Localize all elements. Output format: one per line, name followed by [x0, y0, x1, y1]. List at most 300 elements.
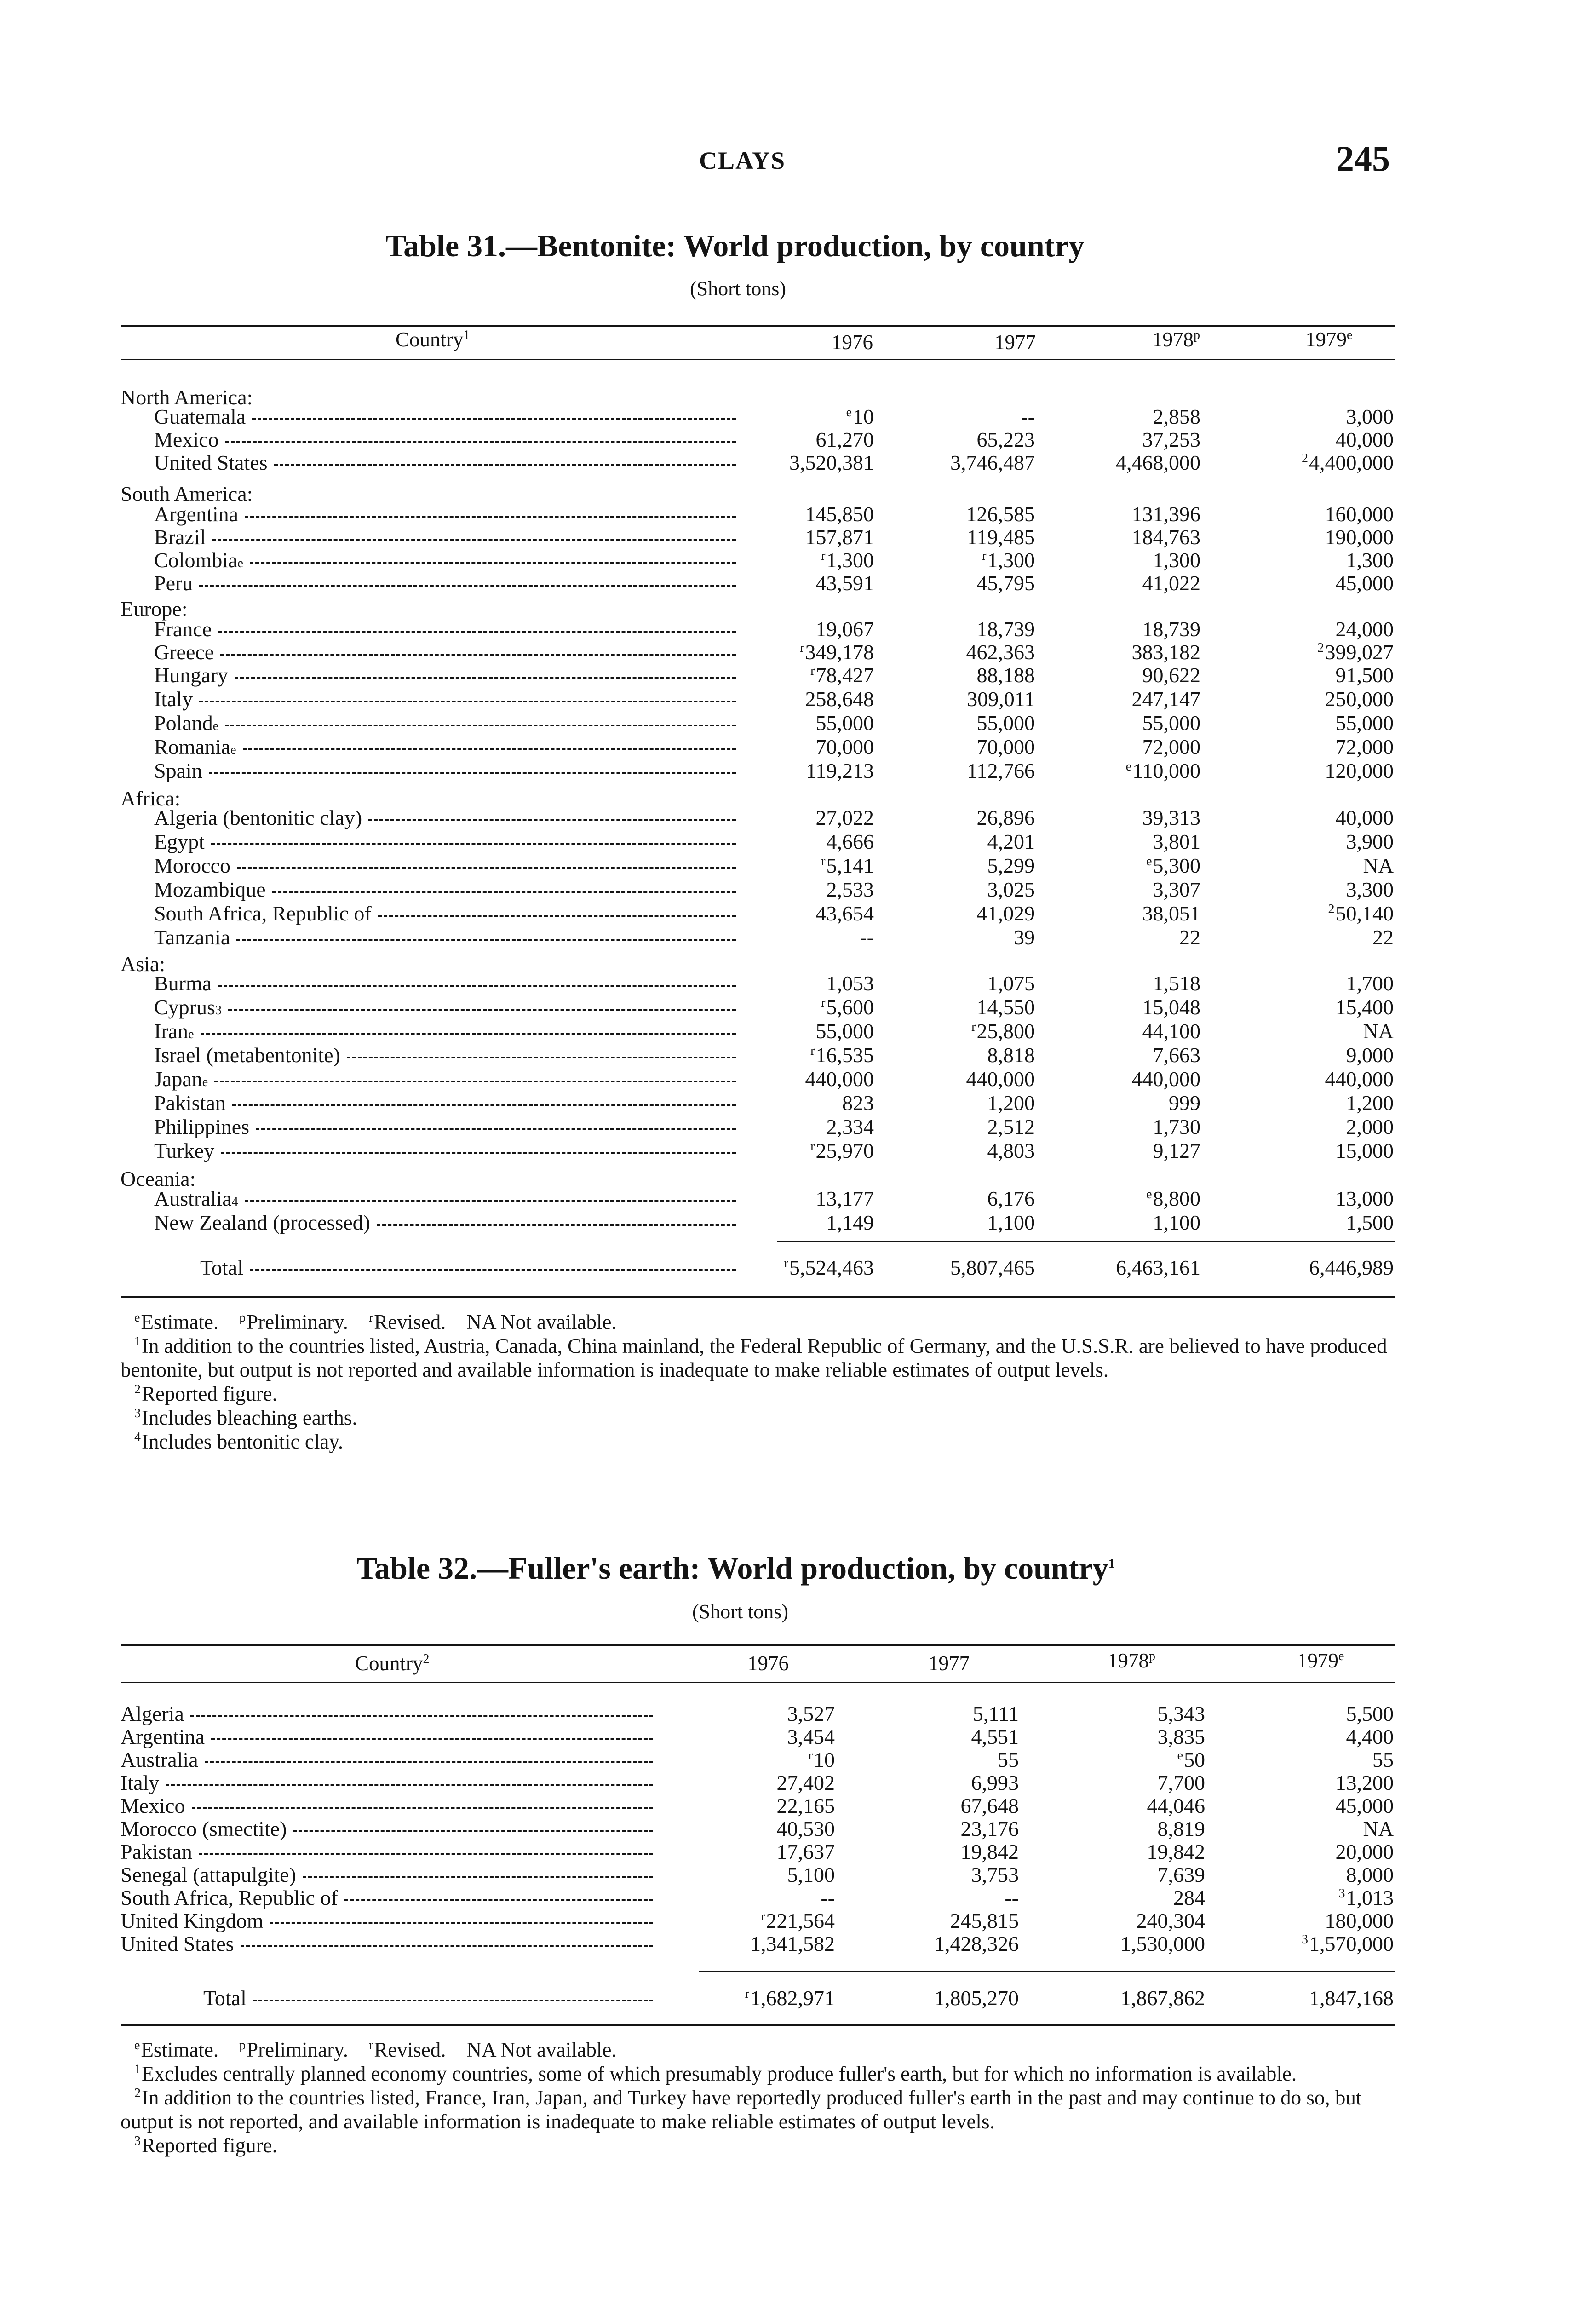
- group-south-america: South America:: [121, 482, 253, 506]
- table32-notes: [121, 2038, 1395, 2157]
- table31-bottom-rule: [121, 1296, 1395, 1298]
- value-1977: 18,739: [976, 617, 1035, 641]
- value-1977: 65,223: [976, 428, 1035, 451]
- value-1979: 91,500: [1335, 663, 1394, 687]
- value-1978: 3,801: [1153, 830, 1200, 853]
- value-1976: 27,022: [815, 806, 874, 829]
- value-1977: 462,363: [966, 640, 1035, 664]
- value-1979: 2,000: [1346, 1115, 1394, 1138]
- value-1979: 1,200: [1346, 1091, 1394, 1115]
- value-1976: $^e$10: [846, 405, 874, 428]
- dot-leader: [272, 891, 736, 893]
- table31-row-cyprus: [0, 995, 1596, 1019]
- value-1976: 27,402: [776, 1771, 835, 1794]
- value-1977: 5,111: [972, 1702, 1019, 1725]
- dot-leader: [192, 1807, 653, 1809]
- value-1978: 19,842: [1147, 1840, 1205, 1863]
- dot-leader: [190, 1715, 653, 1717]
- value-1976: 3,527: [787, 1702, 835, 1725]
- value-1979: 22: [1372, 926, 1394, 949]
- value-1976: $^r$10: [808, 1748, 835, 1771]
- table31-note-4: $^4$Includes bentonitic clay.: [134, 1430, 344, 1453]
- table32-top-rule: [121, 1644, 1395, 1646]
- dot-leader: [211, 1738, 653, 1740]
- dot-leader: [211, 843, 736, 845]
- value-1976: 43,654: [815, 902, 874, 925]
- table31-title: Table 31.—Bentonite: World production, by country: [385, 228, 1085, 263]
- value-1977: 3,025: [987, 878, 1035, 901]
- dot-leader: [218, 985, 736, 987]
- group-europe: Europe:: [121, 597, 188, 621]
- value-1977: 1,075: [987, 972, 1035, 995]
- value-1979: 120,000: [1325, 759, 1394, 782]
- value-1978: 999: [1169, 1091, 1200, 1115]
- country-name: Philippines: [154, 1115, 736, 1139]
- value-1978: 9,127: [1153, 1139, 1200, 1162]
- country-name: Brazil: [154, 525, 736, 549]
- value-1979: 1,500: [1346, 1211, 1394, 1234]
- dot-leader: [225, 724, 736, 726]
- table31-row-mozambique: [0, 878, 1596, 902]
- country-name: Turkey: [154, 1139, 736, 1163]
- table32-total-row: [0, 1986, 1596, 2010]
- value-1978: 4,468,000: [1116, 451, 1200, 474]
- table31-row-brazil: [0, 525, 1596, 549]
- dot-leader: [205, 1761, 653, 1763]
- country-name: Israel (metabentonite): [154, 1043, 736, 1067]
- value-1978: 7,700: [1157, 1771, 1205, 1794]
- table32-col-1979: 1979e: [1297, 1649, 1344, 1672]
- value-1978: 383,182: [1131, 640, 1200, 664]
- total-label: Total: [203, 1986, 653, 2010]
- value-1978: 8,819: [1157, 1817, 1205, 1840]
- dot-leader: [232, 1104, 736, 1106]
- country-name: France: [154, 617, 736, 641]
- country-name: Australia: [121, 1748, 653, 1772]
- value-1978: 72,000: [1142, 735, 1200, 759]
- country-name: Romania e: [154, 735, 736, 759]
- country-name: Colombia e: [154, 548, 736, 572]
- value-1979: 250,000: [1325, 687, 1394, 711]
- value-1976: 157,871: [805, 525, 874, 549]
- dot-leader: [270, 1922, 653, 1924]
- dot-leader: [199, 1853, 653, 1855]
- value-1976: 440,000: [805, 1067, 874, 1091]
- value-1979: 160,000: [1325, 502, 1394, 526]
- table32-row-united-kingdom: [0, 1909, 1596, 1933]
- value-1976: $^r$16,535: [810, 1043, 874, 1067]
- country-name: United Kingdom: [121, 1909, 653, 1933]
- country-name: United States: [154, 451, 736, 475]
- table31-row-colombia: [0, 548, 1596, 572]
- table31-top-rule: [121, 325, 1395, 327]
- value-1976: 40,530: [776, 1817, 835, 1840]
- dot-leader: [250, 562, 736, 564]
- table32-note-3: $^3$Reported figure.: [134, 2134, 277, 2157]
- value-1978: 39,313: [1142, 806, 1200, 829]
- dot-leader: [209, 772, 736, 774]
- table32-row-south-africa-republic-of: [0, 1886, 1596, 1910]
- table31-row-united-states: [0, 451, 1596, 475]
- table32-row-mexico: [0, 1794, 1596, 1818]
- value-1977: 55,000: [976, 711, 1035, 735]
- value-1976: 17,637: [776, 1840, 835, 1863]
- value-1978: 247,147: [1131, 687, 1200, 711]
- dot-leader: [377, 1224, 736, 1226]
- dot-leader: [347, 1057, 736, 1058]
- country-name: Greece: [154, 640, 736, 664]
- value-1979: 1,300: [1346, 548, 1394, 572]
- table31-header-rule: [121, 359, 1395, 360]
- value-1977: --: [1005, 1886, 1019, 1909]
- table31-col-1977: 1977: [994, 331, 1036, 354]
- table32-col-1976: 1976: [747, 1652, 789, 1675]
- country-name: Morocco (smectite): [121, 1817, 653, 1841]
- total-1978: 6,463,161: [1116, 1256, 1200, 1279]
- value-1976: 43,591: [815, 571, 874, 595]
- dot-leader: [256, 1128, 736, 1130]
- value-1979: 24,000: [1335, 617, 1394, 641]
- country-name: Italy: [121, 1771, 653, 1795]
- value-1979: 13,000: [1335, 1187, 1394, 1210]
- dot-leader: [199, 585, 736, 586]
- value-1979: 15,400: [1335, 995, 1394, 1019]
- country-name: Guatemala: [154, 405, 736, 429]
- value-1977: 4,803: [987, 1139, 1035, 1162]
- value-1979: 3,300: [1346, 878, 1394, 901]
- value-1978: 3,307: [1153, 878, 1200, 901]
- table31-notes: [121, 1310, 1395, 1454]
- value-1978: 240,304: [1136, 1909, 1205, 1932]
- value-1976: 61,270: [815, 428, 874, 451]
- table31-row-israel-metabentonite: [0, 1043, 1596, 1067]
- total-1979: 1,847,168: [1309, 1986, 1394, 2010]
- value-1978: 90,622: [1142, 663, 1200, 687]
- dot-leader: [214, 1081, 736, 1082]
- country-name: Argentina: [121, 1725, 653, 1749]
- total-1976: $^r$5,524,463: [784, 1256, 874, 1279]
- table31-total-rule: [777, 1241, 1395, 1242]
- dot-leader: [245, 1200, 736, 1202]
- value-1978: 3,835: [1157, 1725, 1205, 1748]
- value-1977: 23,176: [960, 1817, 1019, 1840]
- value-1977: 39: [1014, 926, 1035, 949]
- value-1976: 3,454: [787, 1725, 835, 1748]
- table31-row-tanzania: [0, 926, 1596, 949]
- country-name: Mexico: [154, 428, 736, 452]
- table31-row-argentina: [0, 502, 1596, 526]
- total-1979: 6,446,989: [1309, 1256, 1394, 1279]
- value-1976: 2,334: [826, 1115, 874, 1138]
- value-1976: 2,533: [826, 878, 874, 901]
- group-oceania: Oceania:: [121, 1167, 196, 1190]
- value-1979: 190,000: [1325, 525, 1394, 549]
- group-north-america: North America:: [121, 385, 253, 409]
- table31-row-peru: [0, 571, 1596, 595]
- table31-row-new-zealand-processed: [0, 1211, 1596, 1235]
- country-name: Morocco: [154, 854, 736, 878]
- group-asia: Asia:: [121, 952, 166, 976]
- dot-leader: [243, 748, 736, 750]
- country-name: Burma: [154, 972, 736, 995]
- table32-row-morocco-smectite: [0, 1817, 1596, 1841]
- table32-col-1977: 1977: [928, 1652, 970, 1675]
- value-1979: 40,000: [1335, 428, 1394, 451]
- table32-row-united-states: [0, 1932, 1596, 1956]
- country-name: Algeria (bentonitic clay): [154, 806, 736, 830]
- table32-bottom-rule: [121, 2024, 1395, 2026]
- value-1978: 440,000: [1131, 1067, 1200, 1091]
- table31-col-1978: 1978$^p$: [1152, 328, 1200, 351]
- table31-row-pakistan: [0, 1091, 1596, 1115]
- value-1978: 184,763: [1131, 525, 1200, 549]
- country-name: South Africa, Republic of: [154, 902, 736, 926]
- value-1976: 55,000: [815, 1019, 874, 1043]
- value-1979: 3,900: [1346, 830, 1394, 853]
- value-1977: 70,000: [976, 735, 1035, 759]
- value-1977: 45,795: [976, 571, 1035, 595]
- value-1979: NA: [1363, 1019, 1394, 1043]
- value-1976: 258,648: [805, 687, 874, 711]
- table32-row-algeria: [0, 1702, 1596, 1726]
- value-1977: $^r$25,800: [971, 1019, 1035, 1043]
- dot-leader: [303, 1876, 653, 1878]
- dot-leader: [212, 539, 736, 540]
- table31-row-guatemala: [0, 405, 1596, 429]
- dot-leader: [236, 939, 736, 941]
- value-1976: $^r$349,178: [800, 640, 874, 664]
- value-1978: 22: [1179, 926, 1200, 949]
- value-1979: NA: [1363, 854, 1394, 877]
- table31-col-1979: 1979e: [1305, 328, 1353, 351]
- table31-row-france: [0, 617, 1596, 641]
- country-name: Peru: [154, 571, 736, 595]
- value-1978: 7,663: [1153, 1043, 1200, 1067]
- table32-row-senegal-attapulgite: [0, 1863, 1596, 1887]
- country-name: Pakistan: [121, 1840, 653, 1864]
- table31-row-romania: [0, 735, 1596, 759]
- value-1976: 22,165: [776, 1794, 835, 1817]
- value-1979: 180,000: [1325, 1909, 1394, 1932]
- dot-leader: [293, 1830, 653, 1832]
- value-1978: 1,100: [1153, 1211, 1200, 1234]
- value-1979: NA: [1363, 1817, 1394, 1840]
- page-number: 245: [1336, 138, 1390, 178]
- value-1979: 20,000: [1335, 1840, 1394, 1863]
- table31-row-turkey: [0, 1139, 1596, 1163]
- value-1978: 37,253: [1142, 428, 1200, 451]
- table31-row-mexico: [0, 428, 1596, 452]
- value-1977: 4,551: [971, 1725, 1019, 1748]
- table32-note-1: $^1$Excludes centrally planned economy countries, some of which presumably produce fuller's earth, but for which no information is available.: [134, 2062, 1297, 2085]
- value-1977: 1,100: [987, 1211, 1035, 1234]
- value-1978: 44,046: [1147, 1794, 1205, 1817]
- table32-col-1978: 1978$^p$: [1108, 1649, 1155, 1672]
- value-1978: 131,396: [1131, 502, 1200, 526]
- table32-row-pakistan: [0, 1840, 1596, 1864]
- table31-subtitle: (Short tons): [690, 277, 786, 300]
- value-1978: 55,000: [1142, 711, 1200, 735]
- country-name: Senegal (attapulgite): [121, 1863, 653, 1887]
- value-1978: 44,100: [1142, 1019, 1200, 1043]
- table31-note-symbols: $^e$Estimate. $^p$Preliminary. $^r$Revised. NA Not available.: [134, 1311, 617, 1334]
- table32-title: Table 32.—Fuller's earth: World production, by country$^1$: [356, 1551, 1115, 1586]
- value-1977: 1,200: [987, 1091, 1035, 1115]
- value-1976: 70,000: [815, 735, 874, 759]
- value-1977: 67,648: [960, 1794, 1019, 1817]
- table31-row-spain: [0, 759, 1596, 783]
- dot-leader: [166, 1784, 653, 1786]
- value-1977: 440,000: [966, 1067, 1035, 1091]
- value-1976: $^r$5,141: [821, 854, 874, 877]
- value-1979: $^2$50,140: [1328, 902, 1394, 925]
- total-1978: 1,867,862: [1120, 1986, 1205, 2010]
- value-1976: 3,520,381: [789, 451, 874, 474]
- value-1976: 823: [842, 1091, 874, 1115]
- dot-leader: [274, 464, 736, 466]
- value-1977: 5,299: [987, 854, 1035, 877]
- value-1977: 3,753: [971, 1863, 1019, 1886]
- country-name: Mozambique: [154, 878, 736, 902]
- country-name: South Africa, Republic of: [121, 1886, 653, 1910]
- value-1979: 5,500: [1346, 1702, 1394, 1725]
- value-1976: $^r$78,427: [810, 663, 874, 687]
- value-1979: 4,400: [1346, 1725, 1394, 1748]
- value-1979: 1,700: [1346, 972, 1394, 995]
- value-1978: 18,739: [1142, 617, 1200, 641]
- country-name: Italy: [154, 687, 736, 711]
- table31-row-australia: [0, 1187, 1596, 1211]
- table31-row-iran: [0, 1019, 1596, 1043]
- value-1979: 45,000: [1335, 571, 1394, 595]
- value-1978: 5,343: [1157, 1702, 1205, 1725]
- total-1977: 1,805,270: [934, 1986, 1019, 2010]
- table31-note-3: $^3$Includes bleaching earths.: [134, 1406, 357, 1429]
- value-1976: 1,149: [826, 1211, 874, 1234]
- value-1977: 8,818: [987, 1043, 1035, 1067]
- value-1977: 309,011: [967, 687, 1035, 711]
- value-1979: 45,000: [1335, 1794, 1394, 1817]
- dot-leader: [228, 1009, 736, 1011]
- value-1976: 19,067: [815, 617, 874, 641]
- table32-note-symbols: $^e$Estimate. $^p$Preliminary. $^r$Revised. NA Not available.: [134, 2038, 617, 2061]
- value-1976: 55,000: [815, 711, 874, 735]
- country-name: New Zealand (processed): [154, 1211, 736, 1235]
- value-1976: 4,666: [826, 830, 874, 853]
- dot-leader: [378, 915, 736, 917]
- table31-row-south-africa-republic-of: [0, 902, 1596, 926]
- dot-leader: [344, 1899, 653, 1901]
- value-1977: 1,428,326: [934, 1932, 1019, 1955]
- table32-header-rule: [121, 1682, 1395, 1683]
- value-1977: 6,176: [987, 1187, 1035, 1210]
- value-1978: 7,639: [1157, 1863, 1205, 1886]
- value-1977: 19,842: [960, 1840, 1019, 1863]
- value-1978: 15,048: [1142, 995, 1200, 1019]
- country-name: Japan e: [154, 1067, 736, 1091]
- country-name: Hungary: [154, 663, 736, 687]
- table31-note-2: $^2$Reported figure.: [134, 1382, 277, 1405]
- value-1976: --: [860, 926, 874, 949]
- table32-total-rule: [699, 1971, 1395, 1972]
- value-1979: 8,000: [1346, 1863, 1394, 1886]
- value-1979: $^2$4,400,000: [1302, 451, 1394, 474]
- table31-col-1976: 1976: [832, 331, 873, 354]
- country-name: Egypt: [154, 830, 736, 854]
- country-name: Poland e: [154, 711, 736, 735]
- dot-leader: [368, 819, 736, 821]
- value-1979: 9,000: [1346, 1043, 1394, 1067]
- table31-row-greece: [0, 640, 1596, 664]
- value-1977: 245,815: [950, 1909, 1019, 1932]
- value-1978: 1,730: [1153, 1115, 1200, 1138]
- dot-leader: [241, 1945, 653, 1947]
- total-label: Total: [200, 1256, 736, 1280]
- value-1976: $^r$5,600: [821, 995, 874, 1019]
- value-1977: 2,512: [987, 1115, 1035, 1138]
- value-1977: 6,993: [971, 1771, 1019, 1794]
- value-1979: 440,000: [1325, 1067, 1394, 1091]
- value-1977: 3,746,487: [950, 451, 1035, 474]
- value-1977: $^r$1,300: [982, 548, 1035, 572]
- value-1978: 1,530,000: [1120, 1932, 1205, 1955]
- country-name: Spain: [154, 759, 736, 783]
- value-1976: 1,341,582: [750, 1932, 835, 1955]
- value-1977: 88,188: [976, 663, 1035, 687]
- value-1977: 55: [998, 1748, 1019, 1771]
- country-name: Iran e: [154, 1019, 736, 1043]
- value-1978: 41,022: [1142, 571, 1200, 595]
- value-1978: 284: [1173, 1886, 1205, 1909]
- value-1977: --: [1021, 405, 1035, 428]
- value-1976: $^r$1,300: [821, 548, 874, 572]
- dot-leader: [250, 1269, 736, 1271]
- value-1978: 1,518: [1153, 972, 1200, 995]
- value-1978: $^e$110,000: [1125, 759, 1200, 782]
- value-1978: $^e$8,800: [1146, 1187, 1200, 1210]
- dot-leader: [237, 867, 736, 869]
- table31-row-philippines: [0, 1115, 1596, 1139]
- value-1978: $^e$5,300: [1146, 854, 1200, 877]
- table32-subtitle: (Short tons): [692, 1600, 788, 1623]
- value-1976: 1,053: [826, 972, 874, 995]
- value-1979: 13,200: [1335, 1771, 1394, 1794]
- value-1977: 14,550: [976, 995, 1035, 1019]
- table31-row-egypt: [0, 830, 1596, 854]
- dot-leader: [221, 1152, 736, 1154]
- table32-col-country: Country$^2$: [355, 1652, 430, 1675]
- country-name: Argentina: [154, 502, 736, 526]
- value-1976: 13,177: [815, 1187, 874, 1210]
- value-1977: 26,896: [976, 806, 1035, 829]
- total-1977: 5,807,465: [950, 1256, 1035, 1279]
- table31-note-1: $^1$In addition to the countries listed, Austria, Canada, China mainland, the Federal Republic of Germany, and the U.S.S.R. are believed to have produced bentonite, but output is not reported and available information is inadequate to make reliable estimates of output levels.: [121, 1334, 1387, 1381]
- value-1976: $^r$221,564: [761, 1909, 835, 1932]
- value-1976: 145,850: [805, 502, 874, 526]
- country-name: Mexico: [121, 1794, 653, 1818]
- dot-leader: [199, 701, 736, 702]
- dot-leader: [201, 1033, 736, 1035]
- table31-col-country: Country$^1$: [396, 328, 470, 351]
- value-1978: 38,051: [1142, 902, 1200, 925]
- dot-leader: [245, 516, 736, 518]
- dot-leader: [225, 441, 736, 443]
- total-1976: $^r$1,682,971: [745, 1986, 835, 2010]
- country-name: Cyprus 3: [154, 995, 736, 1019]
- value-1979: 72,000: [1335, 735, 1394, 759]
- table31-total-row: [0, 1256, 1596, 1280]
- country-name: United States: [121, 1932, 653, 1956]
